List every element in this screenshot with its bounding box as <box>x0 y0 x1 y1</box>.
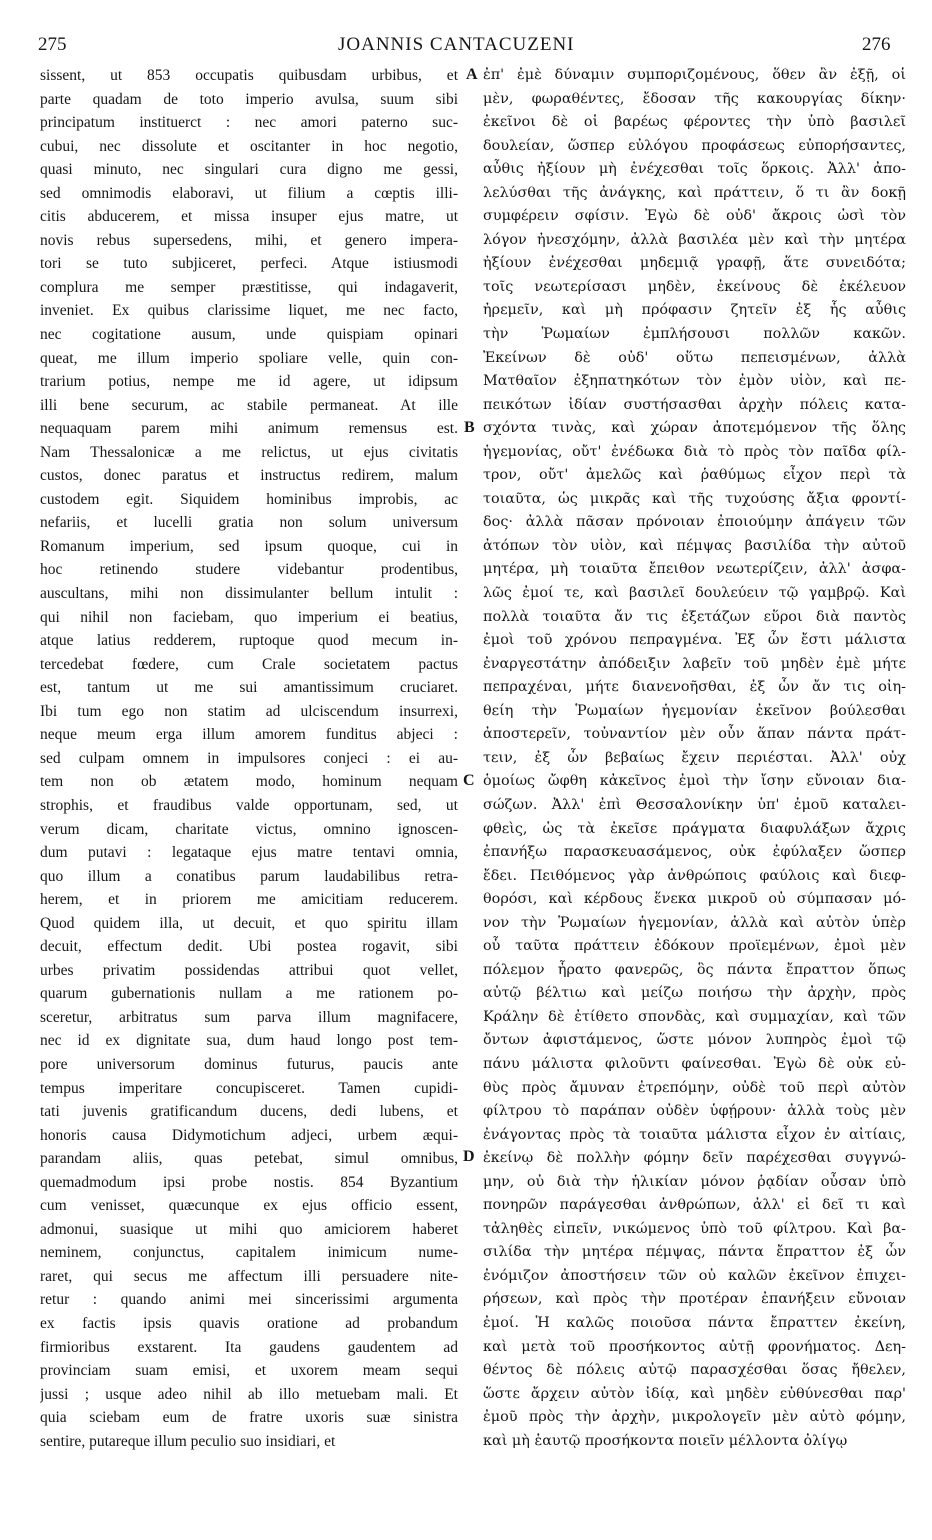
right-page-number: 276 <box>862 34 891 55</box>
latin-text-line: ex factis ipsis quavis oratione ad probandum <box>40 1314 458 1332</box>
latin-text-line: tori se tuto subjiceret, perfeci. Atque istiusmodi <box>40 255 458 273</box>
greek-text-line: Κράλην δὲ ἐτίθετο σπονδὰς, καὶ συμμαχίαν, καὶ τῶν <box>483 1008 906 1025</box>
latin-text-line: sed omnimodis elaboravi, ut filium a cœptis illi- <box>40 184 458 202</box>
margin-marker-d: D <box>463 1148 475 1165</box>
latin-text-line: nequaquam parem mihi animum remensus est. <box>40 420 458 438</box>
greek-text-line: αὖθις ἠξίουν μὴ ἐνέχεσθαι τοῖς ὅρκοις. Ἀλλ' ἀπο- <box>483 161 906 178</box>
greek-text-line: ἠρεμεῖν, καὶ μὴ πρόφασιν ζητεῖν ἐξ ἧς αὖθις <box>483 302 906 319</box>
latin-text-line: est, tantum ut me sui amantissimum cruciaret. <box>40 679 458 697</box>
greek-text-line: λόγον ἠνεσχόμην, ἀλλὰ βασιλέα μὲν καὶ τὴν μητέρα <box>483 231 906 248</box>
greek-text-line: καὶ μὴ ἑαυτῷ προσήκοντα ποιεῖν μέλλοντα ὀλίγῳ <box>483 1432 848 1449</box>
latin-text-line: verum dicam, charitate victus, omnino ignoscen- <box>40 820 458 838</box>
latin-text-line: raret, qui secus me affectum illi persuadere nite- <box>40 1267 458 1285</box>
latin-text-line: Quod quidem illa, ut decuit, et quo spiritu illam <box>40 914 458 932</box>
latin-text-line: Nam Thessalonicæ a me relictus, ut ejus civitatis <box>40 443 458 461</box>
greek-text-line: θέντος δὲ πόλεις αὐτῷ παρασχέσθαι ὅσας ἤθελεν, <box>483 1362 906 1379</box>
latin-text-line: provinciam suam emisi, et uxorem meam sequi <box>40 1362 458 1380</box>
margin-marker-b: B <box>464 419 475 436</box>
greek-text-line: ἠξίουν ἐνέχεσθαι μηδεμιᾷ γραφῇ, ἅτε συνειδότα; <box>483 255 906 272</box>
greek-text-line: σιλίδα τὴν μητέρα πέμψας, πάντα ἔπραττον ἐξ ὧν <box>483 1244 906 1261</box>
latin-text-line: atque latius redderem, ruptoque quod mecum in- <box>40 632 458 650</box>
greek-text-line: λελύσθαι τῆς ἀνάγκης, καὶ πράττειν, ὅ τι ἂν δοκῇ <box>483 184 906 201</box>
greek-text-line: θείη τὴν Ῥωμαίων ἡγεμονίαν ἐκεῖνον βούλεσθαι <box>483 702 906 719</box>
greek-text-line: πεπραχέναι, μήτε διανενοῆσθαι, ἐξ ὧν ἄν τις οἰη- <box>483 679 906 696</box>
greek-text-line: σώζων. Ἀλλ' ἐπὶ Θεσσαλονίκην ὑπ' ἐμοῦ καταλει- <box>483 796 906 813</box>
greek-text-line: ἐπανήξω παρασκευασάμενος, οὐκ ἐφύλαξεν ὥσπερ <box>483 844 906 861</box>
latin-text-line: custos, donec paratus et instructus redirem, malum <box>40 467 458 485</box>
greek-text-line: ρήσεων, καὶ πρὸς τὴν προτέραν ἐπανήξειν εὔνοιαν <box>483 1291 906 1308</box>
latin-text-line: sentire, putareque illum peculio suo insidiari, et <box>40 1432 336 1450</box>
greek-text-line: λῶς ἐμοί τε, καὶ βασιλεῖ δουλεύειν τῷ γαμβρῷ. Καὶ <box>483 585 906 602</box>
latin-text-line: Ibi tum ego non statim ad ulciscendum insurrexi, <box>40 702 458 720</box>
greek-text-line: μὲν, φωραθέντες, ἔδοσαν τῆς κακουργίας δίκην· <box>483 90 906 107</box>
latin-text-line: strophis, et fraudibus valde opportunam, sed, ut <box>40 796 458 814</box>
greek-text-line: ἀτόπων τὸν υἱὸν, καὶ πέμψας βασιλίδα τὴν αὐτοῦ <box>483 537 906 554</box>
greek-text-line: Ἐκείνων δὲ οὐδ' οὕτω πεπεισμένων, ἀλλὰ <box>483 349 906 366</box>
latin-text-line: queat, me illum imperio spoliare velle, quin con- <box>40 349 458 367</box>
latin-text-line: nec cogitatione ausum, unde quispiam opinari <box>40 326 458 344</box>
greek-text-line: ἐκείνῳ δὲ πολλὴν φόμην δεῖν παρέχεσθαι συγγνώ- <box>483 1150 906 1167</box>
latin-text-line: quemadmodum ipsi probe nostis. 854 Byzantium <box>40 1173 458 1191</box>
latin-text-line: illi bene securum, ac stabile permaneat. At ille <box>40 396 458 414</box>
margin-marker-c: C <box>463 772 475 789</box>
greek-text-line: αὐτῷ βέλτιω καὶ μείζω ποιήσω τὴν ἀρχὴν, πρὸς <box>483 985 906 1002</box>
greek-text-line: πολλὰ τοιαῦτα ἄν τις ἐξετάζων εὕροι διὰ παντὸς <box>483 608 906 625</box>
greek-text-line: πόλεμον ἦρατο φανερῶς, ὃς πάντα ἔπραττον ὅπως <box>483 961 906 978</box>
latin-text-line: parte quadam de toto imperio avulsa, suum sibi <box>40 90 458 108</box>
latin-text-line: admonui, suasique ut mihi quo amiciorem haberet <box>40 1220 458 1238</box>
latin-text-line: pore universorum dominus futurus, paucis ante <box>40 1055 458 1073</box>
greek-text-line: ἐνάγοντας πρὸς τὰ τοιαῦτα μάλιστα εἶχον ἐν αἰτίαις, <box>483 1126 906 1143</box>
latin-text-line: tati juvenis gratificandum ducens, dedi lubens, et <box>40 1103 458 1121</box>
greek-text-line: τοιαῦτα, ὡς μικρᾶς καὶ τῆς τυχούσης ἄξια φροντί- <box>483 490 906 507</box>
latin-text-line: urbes privatim possidendas attribui quot vellet, <box>40 961 458 979</box>
greek-text-line: καὶ μετὰ τοῦ προσήκοντος αὐτῇ φρονήματος. Δεη- <box>483 1338 906 1355</box>
latin-text-line: cubui, nec dissolute et oscitanter in hoc negotio, <box>40 137 458 155</box>
latin-text-line: sceretur, arbitratus sum parva illum magnifacere, <box>40 1008 458 1026</box>
latin-text-line: nefariis, et lucelli gratia non solum universum <box>40 514 458 532</box>
latin-text-line: trarium potius, nempe me id agere, ut idipsum <box>40 373 458 391</box>
greek-text-line: τρον, οὔτ' ἀμελῶς καὶ ῥαθύμως εἶχον περὶ τὰ <box>483 467 906 484</box>
latin-text-line: quarum gubernationis nullam a me rationem po- <box>40 985 458 1003</box>
greek-text-line: δουλείαν, ὥσπερ εὐλόγου προφάσεως εὐπορήσαντες, <box>483 137 906 154</box>
latin-text-line: novis rebus supersedens, mihi, et genero impera- <box>40 231 458 249</box>
greek-column <box>483 64 906 1453</box>
greek-text-line: θὺς πρὸς ἄμυναν ἐτρεπόμην, οὐδὲ τοῦ περὶ αὐτὸν <box>483 1079 906 1096</box>
greek-text-line: πονηρῶν παράγεσθαι ἀνθρώπων, ἀλλ' εἰ δεῖ τι καὶ <box>483 1197 906 1214</box>
latin-text-line: sissent, ut 853 occupatis quibusdam urbibus, et <box>40 67 458 84</box>
latin-text-line: decuit, effectum dedit. Ubi postea rogavit, sibi <box>40 938 458 956</box>
greek-text-line: ἐπ' ἐμὲ δύναμιν συμποριζομένους, ὅθεν ἂν ἐξῇ, οἱ <box>483 67 906 83</box>
latin-text-line: hoc retinendo studere videbantur prodentibus, <box>40 561 458 579</box>
greek-text-line: μην, οὐ διὰ τὴν ἡλικίαν μόνον ῥᾳδίαν οὖσαν ὑπὸ <box>483 1173 906 1190</box>
greek-text-line: ἐμοί. Ἡ καλῶς ποιοῦσα πάντα ἔπραττεν ἐκείνη, <box>483 1314 906 1331</box>
latin-text-line: jussi ; usque adeo nihil ab illo metuebam mali. Et <box>40 1385 458 1403</box>
greek-text-line: πάνυ μάλιστα φιλοῦντι φαίνεσθαι. Ἐγὼ δὲ οὐκ εὐ- <box>483 1055 906 1072</box>
latin-text-line: custodem egit. Siquidem hominibus improbis, ac <box>40 490 458 508</box>
greek-text-line: τἀληθὲς εἰπεῖν, νικώμενος ὑπὸ τοῦ φίλτρου. Καὶ βα- <box>483 1220 906 1237</box>
latin-text-line: Romanum imperium, sed ipsum quoque, cui in <box>40 537 458 555</box>
latin-text-line: inveniet. Ex quibus clarissime liquet, me nec facto, <box>40 302 458 320</box>
latin-text-line: herem, et in priorem me amicitiam reducerem. <box>40 891 458 909</box>
latin-text-line: qui nihil non faciebam, quo imperium ei beatius, <box>40 608 458 626</box>
greek-text-line: τὴν Ῥωμαίων ἐμπλήσουσι πολλῶν κακῶν. <box>483 326 906 343</box>
latin-column <box>40 64 458 1453</box>
latin-text-line: complura me semper præstitisse, qui indagaverit, <box>40 278 458 296</box>
latin-text-line: quo illum a conatibus parum laudabilibus retra- <box>40 867 458 885</box>
greek-text-line: ἐμοῦ πρὸς τὴν ἀρχὴν, μικρολογεῖν μὲν αὐτὸ φόμην, <box>483 1409 906 1426</box>
latin-text-line: dum putavi : legataque ejus matre tentavi omnia, <box>40 844 458 862</box>
latin-text-line: tempus imperitare concupisceret. Tamen cupidi- <box>40 1079 458 1097</box>
greek-text-line: τειν, ἐξ ὧν βεβαίως ἔχειν περιέσται. Ἀλλ' οὐχ <box>483 749 906 766</box>
greek-text-line: ἐναργεστάτην ἀπόδειξιν λαβεῖν τοῦ μηδὲν ἐμὲ μήτε <box>483 655 906 672</box>
greek-text-line: θορόσι, καὶ κέρδους ἕνεκα μικροῦ οὐ σύμπασαν μό- <box>483 891 906 908</box>
latin-text-line: quasi minuto, nec singulari cura digno me gessi, <box>40 161 458 179</box>
greek-text-line: φθεὶς, ὡς τὰ ἐκεῖσε πράγματα διαφυλάξων ἄχρις <box>483 820 906 837</box>
latin-text-line: neque meum erga illum amorem funditus abjeci : <box>40 726 458 744</box>
margin-marker-a: A <box>466 66 478 83</box>
latin-text-line: tem non ob ætatem modo, hominum nequam <box>40 773 458 791</box>
greek-text-line: πεικότων ἰδίαν συστήσασθαι ἀρχὴν πόλεις κατα- <box>483 396 906 413</box>
greek-text-line: ἐνόμιζον ἀποστήσειν τῶν οὐ καλῶν ἐκεῖνον ἐπιχει- <box>483 1267 906 1284</box>
greek-text-line: νον τὴν Ῥωμαίων ἡγεμονίαν, ἀλλὰ καὶ αὐτὸν ὑπὲρ <box>483 914 906 931</box>
left-page-number: 275 <box>38 34 67 55</box>
greek-text-line: ἔδει. Πειθόμενος γὰρ ἀνθρώποις φαύλοις καὶ διεφ- <box>483 867 906 884</box>
greek-text-line: ὄντων ἀφιστάμενος, ὥστε μόνον λυπηρὸς ἐμοὶ τῷ <box>483 1032 906 1049</box>
latin-text-line: tercedebat fœdere, cum Crale societatem pactus <box>40 655 458 673</box>
latin-text-line: sed culpam omnem in impulsores conjeci : ei au- <box>40 749 458 767</box>
latin-text-line: retur : quando animi mei sincerissimi argumenta <box>40 1291 458 1309</box>
latin-text-line: quia sciebam eum de fratre uxoris suæ sinistra <box>40 1409 458 1427</box>
latin-text-line: citis abducerem, et missa insuper ejus matre, ut <box>40 208 458 226</box>
latin-text-line: parandam aliis, quas petebat, simul omnibus, <box>40 1150 458 1168</box>
greek-text-line: Ματθαῖον ἐξηπατηκότων τὸν ἐμὸν υἱὸν, καὶ πε- <box>483 373 906 390</box>
greek-text-line: ἐμοὶ τοῦ χρόνου πεπραγμένα. Ἐξ ὧν ἔστι μάλιστα <box>483 632 906 649</box>
latin-text-line: cum venisset, quæcunque ex ejus officio essent, <box>40 1197 458 1215</box>
greek-text-line: φίλτρου τὸ παράπαν οὐδὲν ὑφῄρουν· ἀλλὰ τοὺς μὲν <box>483 1103 906 1120</box>
latin-text-line: firmioribus exstarent. Ita gaudens gaudentem ad <box>40 1338 458 1356</box>
greek-text-line: τοῖς νεωτερίσασι μηδὲν, ἐκείνους δὲ ἐκέλευον <box>483 278 906 295</box>
greek-text-line: ἡγεμονίας, οὔτ' ἐνέδωκα διὰ τὸ πρὸς τὸν παῖδα φίλ- <box>483 443 906 460</box>
greek-text-line: ἀποστερεῖν, τοὐναντίον μὲν οὖν ἅπαν πάντα πράτ- <box>483 726 906 743</box>
greek-text-line: οὗ ταῦτα πράττειν ἐδόκουν προϊεμένων, ἐμοὶ μὲν <box>483 938 906 955</box>
greek-text-line: σχόντα τινὰς, καὶ χώραν ἀποτεμόμενον τῆς ὅλης <box>483 420 906 437</box>
latin-text-line: auscultans, mihi non dissimulanter bellum intulit : <box>40 585 458 603</box>
greek-text-line: ὥστε ἄρχειν αὐτὸν ἰδίᾳ, καὶ μηδὲν εὐθύνεσθαι παρ' <box>483 1385 906 1402</box>
latin-text-line: nec id ex dignitate sua, dum haud longo post tem- <box>40 1032 458 1050</box>
latin-text-line: neminem, conjunctus, capitalem inimicum nume- <box>40 1244 458 1262</box>
greek-text-line: δος· ἀλλὰ πᾶσαν πρόνοιαν ἐποιούμην ἀπάγειν τῶν <box>483 514 906 531</box>
greek-text-line: ὁμοίως ὤφθη κἀκεῖνος ἐμοὶ τὴν ἴσην εὔνοιαν δια- <box>483 773 906 790</box>
greek-text-line: ἐκεῖνοι δὲ οἱ βαρέως φέροντες τὴν ὑπὸ βασιλεῖ <box>483 114 906 131</box>
greek-text-line: συμφέρειν σφίσιν. Ἐγὼ δὲ οὐδ' ἄκροις ὠσὶ τὸν <box>483 208 906 225</box>
latin-text-line: honoris causa Didymotichum adjeci, urbem æqui- <box>40 1126 458 1144</box>
latin-text-line: principatum instituerct : nec amori paterno suc- <box>40 114 458 132</box>
running-title: JOANNIS CANTACUZENI <box>338 34 575 55</box>
greek-text-line: μητέρα, μὴ τοιαῦτα ἔπειθον νεωτερίζειν, ἀλλ' ἀσφα- <box>483 561 906 578</box>
